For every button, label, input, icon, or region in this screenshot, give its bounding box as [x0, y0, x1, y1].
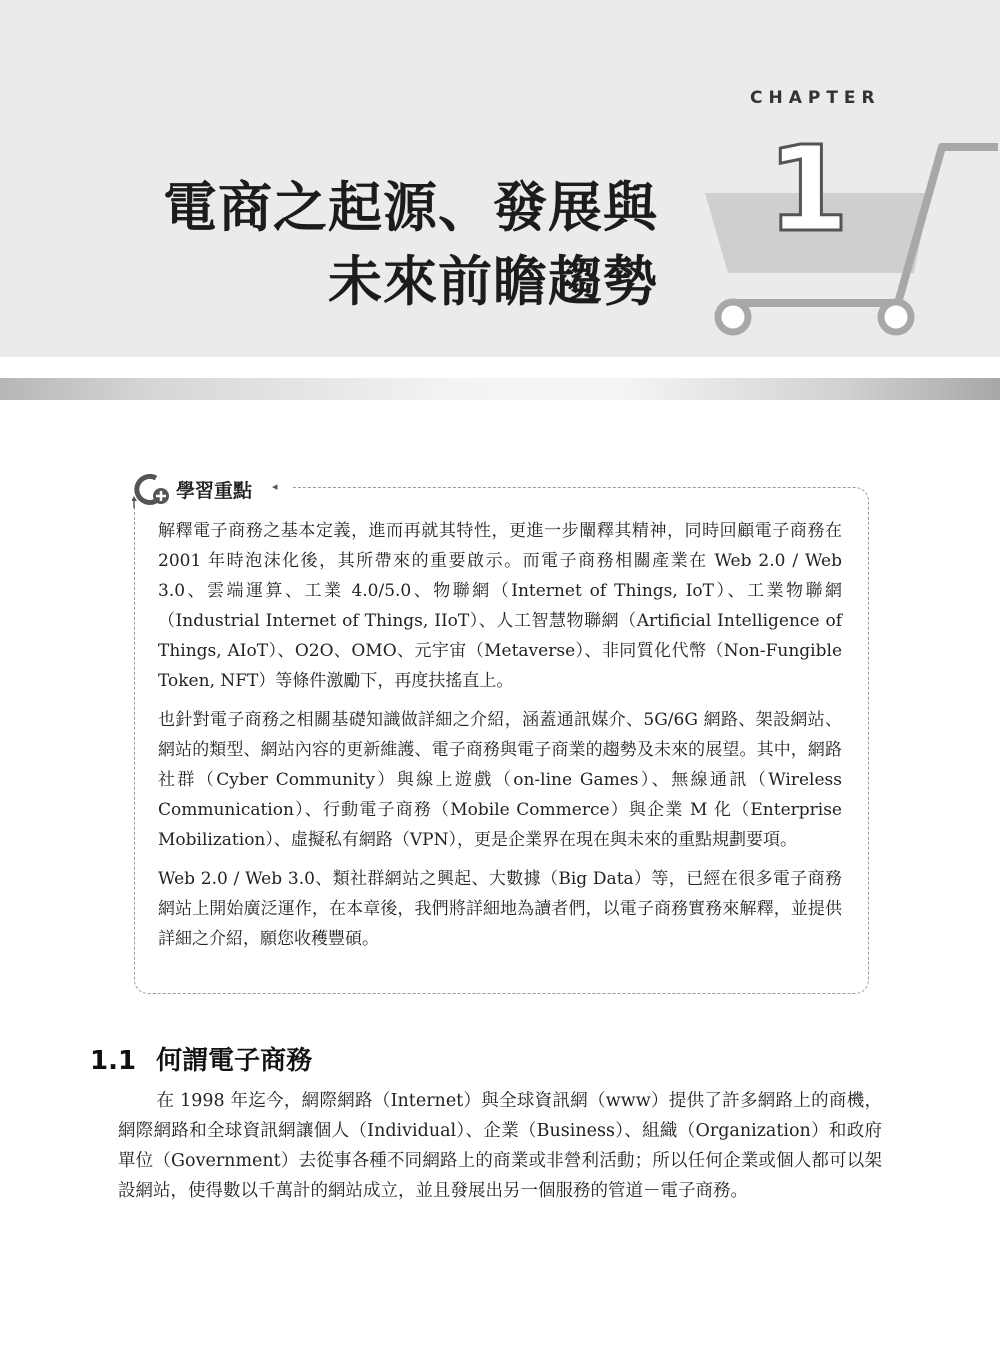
section-body — [118, 1086, 882, 1206]
chapter-header — [0, 0, 1000, 357]
key-points-paragraph: Web 2.0 / Web 3.0、類社群網站之興起、大數據（Big Data）等，已經在很多電子商務網站上開始廣泛運作，在本章後，我們將詳細地為讀者們，以電子商務實務來解釋，並提供詳細之介紹，願您收穫豐碩。 — [158, 869, 842, 949]
chapter-title-line1: 電商之起源、發展與 — [163, 175, 658, 239]
key-points-header — [132, 470, 292, 506]
key-points-paragraph: 也針對電子商務之相關基礎知識做詳細之介紹，涵蓋通訊媒介、5G/6G 網路、架設網站、網站的類型、網站內容的更新維護、電子商務與電子商業的趨勢及未來的展望。其中，網路社群（Cyber Community）與線上遊戲（on-line Games）、無線通訊（Wireless Communication）、行動電子商務（Mobile Commerce）與企業 M 化（Enterprise Mobilization）、虛擬私有網路（VPN），更是企業界在現在與未來的重點規劃要項。 — [158, 710, 842, 850]
section-paragraph: 在 1998 年迄今，網際網路（Internet）與全球資訊網（www）提供了許多網路上的商機，網際網路和全球資訊網讓個人（Individual）、企業（Business）、組織（Organization）和政府單位（Government）去從事各種不同網路上的商業或非營利活動；所以任何企業或個人都可以架設網站，使得數以千萬計的網站成立，並且發展出另一個服務的管道－電子商務。 — [118, 1091, 882, 1201]
chapter-title — [163, 170, 658, 318]
refresh-plus-icon — [132, 470, 172, 510]
key-points-title: 學習重點 — [176, 480, 253, 502]
chapter-label: CHAPTER — [750, 88, 881, 108]
pointer-arrow-icon: ◂ — [272, 480, 278, 493]
chapter-number: 1 — [766, 125, 850, 258]
section-number: 1.1 — [90, 1046, 137, 1076]
section-heading — [90, 1040, 312, 1077]
key-points-paragraph: 解釋電子商務之基本定義，進而再就其特性，更進一步闡釋其精神，同時回顧電子商務在 2001 年時泡沫化後，其所帶來的重要啟示。而電子商務相關產業在 Web 2.0 / Web 3.0、雲端運算、工業 4.0/5.0、物聯網（Internet of Things, IoT）、工業物聯網（Industrial Internet of Things, IIoT）、人工智慧物聯網（Artificial Intelligence of Things, AIoT）、O2O、OMO、元宇宙（Metaverse）、非同質化代幣（Non-Fungible Token, NFT）等條件激勵下，再度扶搖直上。 — [158, 521, 842, 691]
chapter-title-line2: 未來前瞻趨勢 — [328, 249, 658, 313]
gradient-divider — [0, 378, 1000, 400]
key-points-body — [158, 516, 842, 963]
section-title: 何謂電子商務 — [156, 1046, 313, 1076]
shopping-cart-icon — [700, 125, 1000, 345]
